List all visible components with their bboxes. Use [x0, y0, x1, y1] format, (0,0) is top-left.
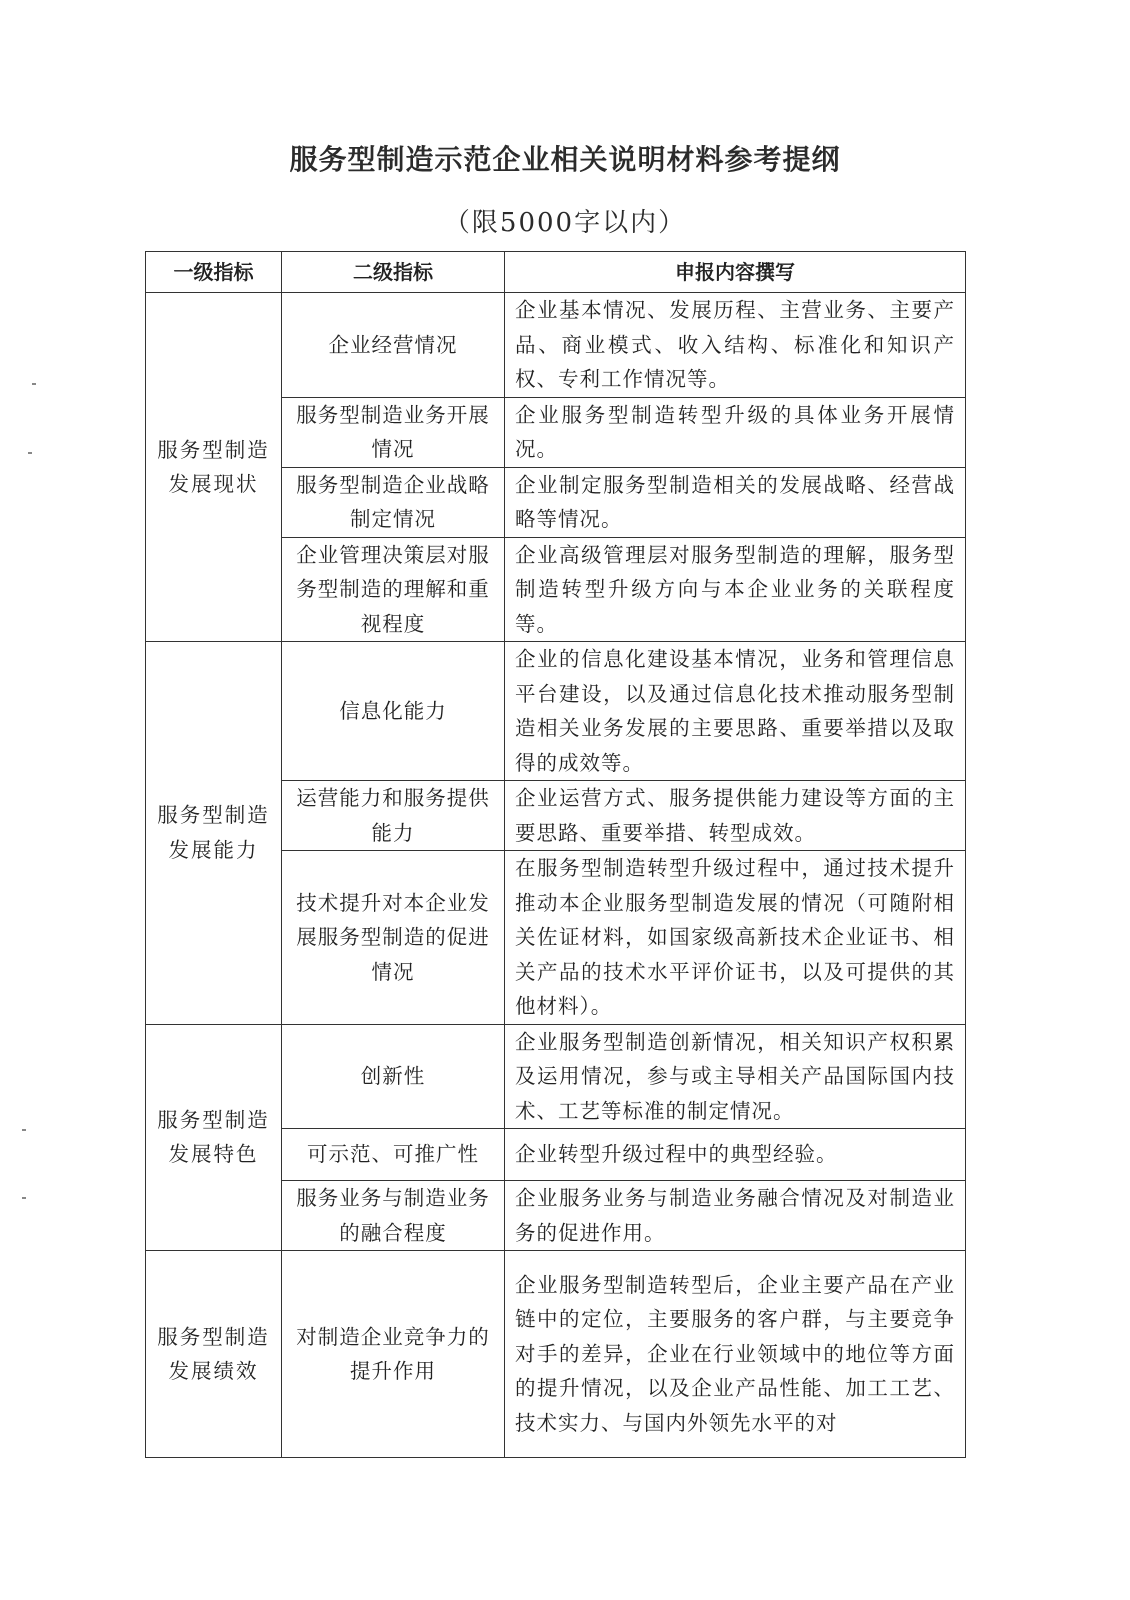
content-cell: 企业服务型制造转型后，企业主要产品在产业链中的定位，主要服务的客户群，与主要竞争对手的差异，企业在行业领域中的地位等方面的提升情况，以及企业产品性能、加工工艺、技术实力、与国内外领先水平的对 [505, 1251, 966, 1458]
content-cell: 企业服务型制造转型升级的具体业务开展情况。 [505, 397, 966, 467]
level2-cell: 运营能力和服务提供能力 [282, 781, 505, 851]
header-content: 申报内容撰写 [505, 252, 966, 293]
content-cell: 企业的信息化建设基本情况，业务和管理信息平台建设，以及通过信息化技术推动服务型制造相关业务发展的主要思路、重要举措以及取得的成效等。 [505, 642, 966, 781]
level2-cell: 服务型制造业务开展情况 [282, 397, 505, 467]
level2-cell: 服务业务与制造业务的融合程度 [282, 1181, 505, 1251]
scan-mark [22, 1197, 26, 1199]
level2-cell: 创新性 [282, 1024, 505, 1129]
table-row [146, 1251, 966, 1458]
level2-cell: 对制造企业竞争力的提升作用 [282, 1251, 505, 1458]
scan-mark [22, 1129, 26, 1131]
table-row [146, 642, 966, 781]
level2-cell: 服务型制造企业战略制定情况 [282, 467, 505, 537]
level1-features: 服务型制造发展特色 [146, 1024, 282, 1251]
scan-mark [32, 383, 36, 385]
content-cell: 在服务型制造转型升级过程中，通过技术提升推动本企业服务型制造发展的情况（可随附相关佐证材料，如国家级高新技术企业证书、相关产品的技术水平评价证书，以及可提供的其他材料）。 [505, 851, 966, 1025]
level2-cell: 企业管理决策层对服务型制造的理解和重视程度 [282, 537, 505, 642]
level1-status: 服务型制造发展现状 [146, 293, 282, 642]
document-subtitle: （限5000字以内） [443, 208, 687, 238]
level2-cell: 技术提升对本企业发展服务型制造的促进情况 [282, 851, 505, 1025]
content-cell: 企业运营方式、服务提供能力建设等方面的主要思路、重要举措、转型成效。 [505, 781, 966, 851]
document-title: 服务型制造示范企业相关说明材料参考提纲 [289, 143, 841, 176]
level2-cell: 可示范、可推广性 [282, 1129, 505, 1181]
content-cell: 企业高级管理层对服务型制造的理解，服务型制造转型升级方向与本企业业务的关联程度等。 [505, 537, 966, 642]
content-cell: 企业转型升级过程中的典型经验。 [505, 1129, 966, 1181]
content-cell: 企业基本情况、发展历程、主营业务、主要产品、商业模式、收入结构、标准化和知识产权、专利工作情况等。 [505, 293, 966, 398]
header-level2: 二级指标 [282, 252, 505, 293]
header-row [146, 252, 966, 293]
level1-capability: 服务型制造发展能力 [146, 642, 282, 1025]
table-row [146, 1024, 966, 1129]
level2-cell: 企业经营情况 [282, 293, 505, 398]
level1-performance: 服务型制造发展绩效 [146, 1251, 282, 1458]
table-row [146, 293, 966, 398]
header-level1: 一级指标 [146, 252, 282, 293]
scan-mark [28, 452, 32, 454]
content-cell: 企业服务型制造创新情况，相关知识产权积累及运用情况，参与或主导相关产品国际国内技术、工艺等标准的制定情况。 [505, 1024, 966, 1129]
content-cell: 企业制定服务型制造相关的发展战略、经营战略等情况。 [505, 467, 966, 537]
content-cell: 企业服务业务与制造业务融合情况及对制造业务的促进作用。 [505, 1181, 966, 1251]
level2-cell: 信息化能力 [282, 642, 505, 781]
outline-table [145, 251, 966, 1458]
